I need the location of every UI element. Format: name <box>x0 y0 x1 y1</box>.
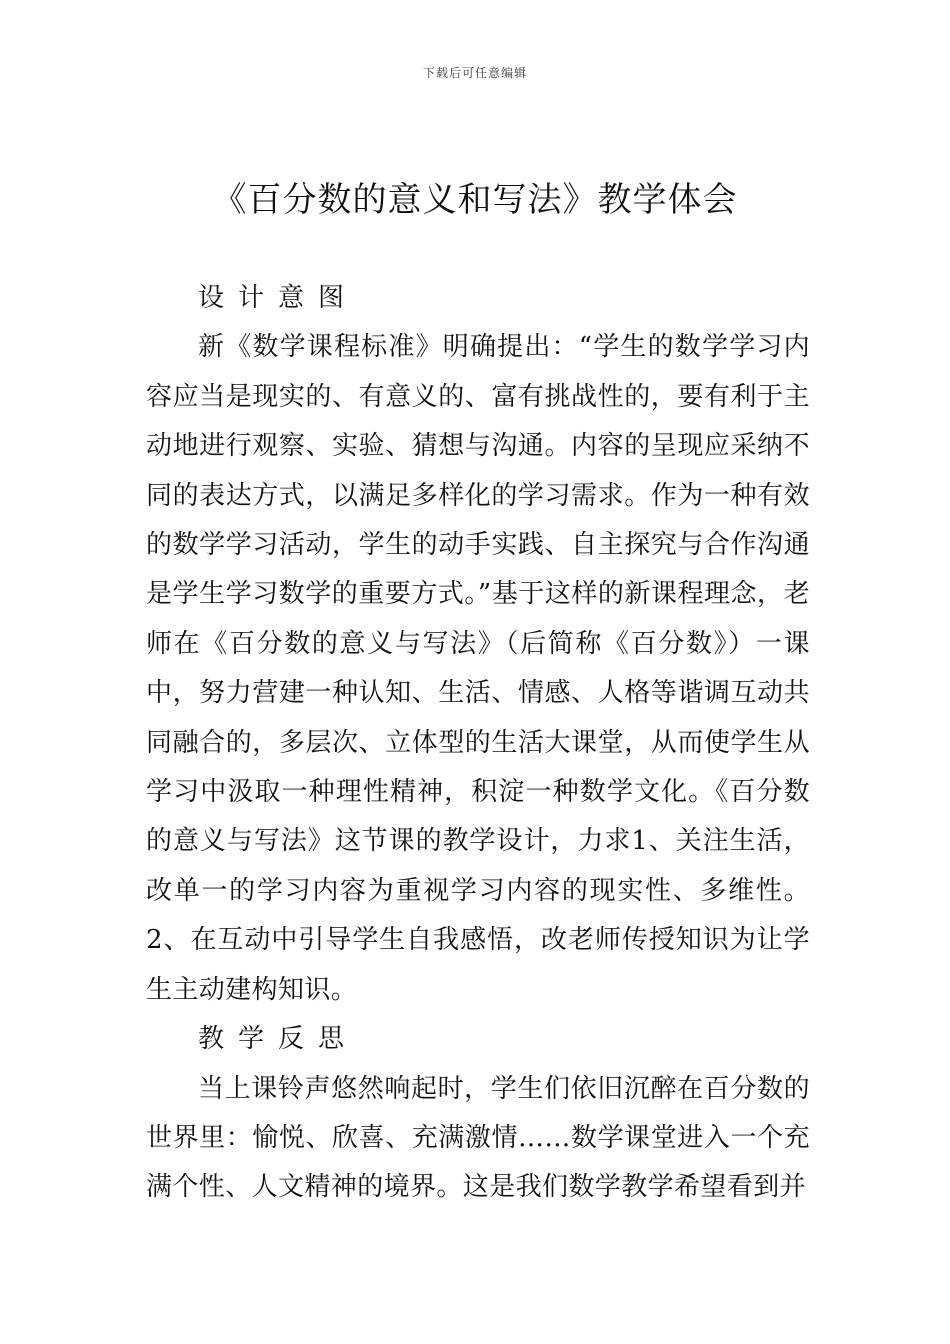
section-heading-teaching-reflection: 教学反思 <box>198 1024 359 1055</box>
header-note: 下载后可任意编辑 <box>422 66 527 80</box>
paragraph-teaching-reflection: 当上课铃声悠然响起时，学生们依旧沉醉在百分数的世界里：愉悦、欣喜、充满激情……数学课堂进入一个充满个性、人文精神的境界。这是我们数学教学希望看到并 <box>146 1073 810 1203</box>
paragraph-design-intent: 新《数学课程标准》明确提出：“学生的数学学习内容应当是现实的、有意义的、富有挑战性的，要有利于主动地进行观察、实验、猜想与沟通。内容的呈现应采纳不同的表达方式，以满足多样化的学习需求。作为一种有效的数学学习活动，学生的动手实践、自主探究与合作沟通是学生学习数学的重要方式。”基于这样的新课程理念，老师在《百分数的意义与写法》（后简称《百分数》）一课中，努力营建一种认知、生活、情感、人格等谐调互动共同融合的，多层次、立体型的生活大课堂，从而使学生从学习中汲取一种理性精神，积淀一种数学文化。《百分数的意义与写法》这节课的教学设计，力求1、关注生活，改单一的学习内容为重视学习内容的现实性、多维性。2、在互动中引导学生自我感悟，改老师传授知识为让学生主动建构知识。 <box>146 332 810 1005</box>
section-heading-design-intent: 设计意图 <box>198 283 359 313</box>
document-body <box>146 274 810 1213</box>
document-title: 《百分数的意义和写法》教学体会 <box>212 180 738 220</box>
